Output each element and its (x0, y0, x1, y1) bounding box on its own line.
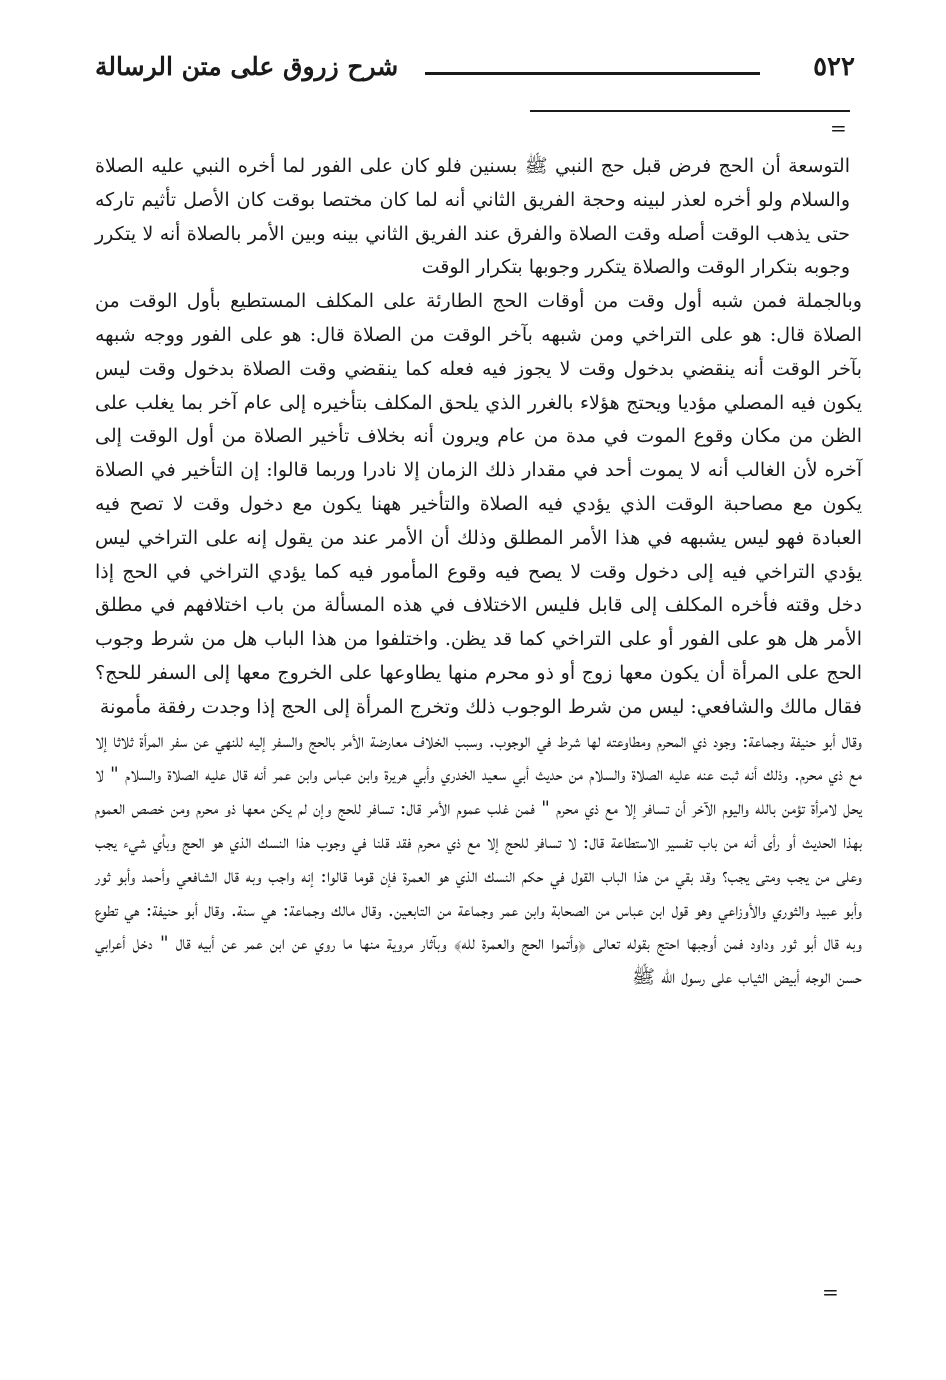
page-number: ٥٢٢ (813, 52, 855, 82)
footnote-separator-rule (530, 110, 850, 112)
page-body (95, 150, 862, 995)
page-header (95, 52, 855, 92)
continuation-mark-bottom: = (822, 1280, 839, 1304)
paragraph-2: وبالجملة فمن شبه أول وقت من أوقات الحج الطارئة على المكلف المستطيع بأول الوقت من الصلاة قال: هو على التراخي ومن شبهه بآخر الوقت من الصلاة قال: هو على الفور ووجه شبهه بآخر الوقت أنه ينقضي بدخول وقت لا يجوز فيه فعله كما ينقضي وقت الصلاة بدخول وقت ليس يكون فيه المصلي مؤديا ويحتج هؤلاء بالغرر الذي يلحق المكلف بتأخيره إلى عام آخر بما يغلب على الظن من مكان وقوع الموت في مدة من عام ويرون أنه بخلاف تأخير الصلاة من أول الوقت إلى آخره لأن الغالب أنه لا يموت أحد في مقدار ذلك الزمان إلا نادرا وربما قالوا: إن التأخير في الصلاة يكون مع مصاحبة الوقت الذي يؤدي فيه الصلاة والتأخير ههنا يكون مع دخول وقت لا تصح فيه العبادة فهو ليس يشبهه في هذا الأمر المطلق وذلك أن الأمر عند من يقول إنه على التراخي ليس يؤدي التراخي فيه إلى دخول وقت لا يصح فيه وقوع المأمور فيه كما يؤدي التراخي في الحج إذا دخل وقته فأخره المكلف إلى قابل فليس الاختلاف في هذه المسألة من باب اختلافهم في مطلق الأمر هل هو على الفور أو على التراخي كما قد يظن. واختلفوا من هذا الباب هل من شرط وجوب الحج على المرأة أن يكون معها زوج أو ذو محرم منها يطاوعها على الخروج معها إلى السفر للحج؟ فقال مالك والشافعي: ليس من شرط الوجوب ذلك وتخرج المرأة إلى الحج إذا وجدت رفقة مأمونة (95, 290, 862, 718)
continuation-mark-top: = (830, 116, 847, 140)
paragraph-3: وقال أبو حنيفة وجماعة: وجود ذي المحرم ومطاوعته لها شرط في الوجوب. وسبب الخلاف معارضة الأمر بالحج والسفر إليه للنهي عن سفر المرأة ثلاثا إلا مع ذي محرم. وذلك أنه ثبت عنه عليه الصلاة والسلام من حديث أبي سعيد الخدري وأبي هريرة وابن عباس وابن عمر أنه قال عليه الصلاة والسلام " لا يحل لامرأة تؤمن بالله واليوم الآخر أن تسافر إلا مع ذي محرم " فمن غلب عموم الأمر قال: تسافر للحج وإن لم يكن معها ذو محرم ومن خصص العموم بهذا الحديث أو رأى أنه من باب تفسير الاستطاعة قال: لا تسافر للحج إلا مع ذي محرم فقد قلنا في وجوب هذا النسك الذي هو الحج وبأي شيء يجب وعلى من يجب ومتى يجب؟ وقد بقي من هذا الباب القول في حكم النسك الذي هو العمرة فإن قوما قالوا: إنه واجب وبه قال الشافعي وأحمد وأبو ثور وأبو عبيد والثوري والأوزاعي وهو قول ابن عباس من الصحابة وابن عمر وجماعة من التابعين. وقال مالك وجماعة: هي سنة. وقال أبو حنيفة: هي تطوع وبه قال أبو ثور وداود فمن أوجبها احتج بقوله تعالى ﴿وأتموا الحج والعمرة لله﴾ وبآثار مروية منها ما روي عن ابن عمر عن أبيه قال " دخل أعرابي حسن الوجه أبيض الثياب على رسول الله ﷺ (95, 729, 862, 989)
paragraph-1: التوسعة أن الحج فرض قبل حج النبي ﷺ بسنين فلو كان على الفور لما أخره النبي عليه الصلاة والسلام ولو أخره لعذر لبينه وحجة الفريق الثاني أنه لما كان مختصا بوقت كان الأصل تأثيم تاركه حتى يذهب الوقت أصله وقت الصلاة والفرق عند الفريق الثاني بينه وبين الأمر بالصلاة أنه لا يتكرر وجوبه بتكرار الوقت والصلاة يتكرر وجوبها بتكرار الوقت (95, 155, 850, 279)
book-title: شرح زروق على متن الرسالة (95, 52, 399, 81)
header-rule (425, 72, 760, 75)
